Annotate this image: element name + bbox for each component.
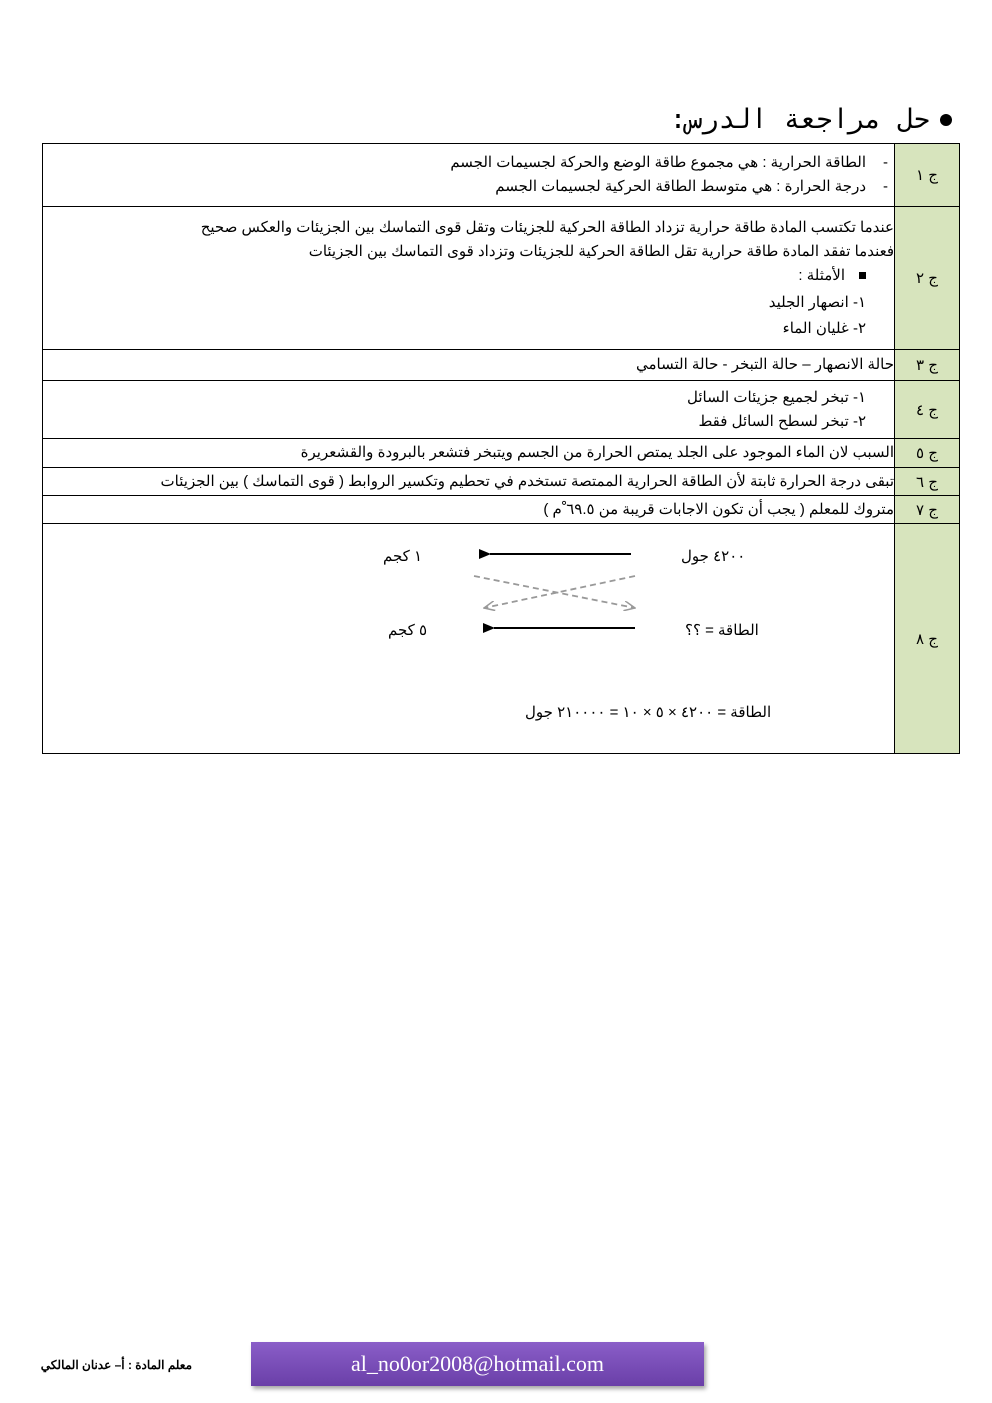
examples-heading: الأمثلة : [43, 264, 894, 288]
page-title-text: حل مراجعة الدرس: [669, 104, 930, 135]
email-text: al_no0or2008@hotmail.com [350, 1351, 605, 1376]
answer-line: فعندما تفقد المادة طاقة حرارية تقل الطاقة الحركية للجزيئات وتزداد قوى التماسك بين الجزيئات [308, 242, 894, 260]
bullet-icon [940, 114, 952, 126]
table-row [43, 439, 960, 468]
mass-2-label: ٥ كجم [388, 621, 428, 639]
list-item: ١- تبخر لجميع جزيئات السائل [687, 388, 866, 406]
question-number: ج ٥ [895, 439, 960, 468]
question-number: ج ٦ [895, 468, 960, 496]
table-row [43, 207, 960, 350]
answers-table [42, 143, 960, 754]
list-item: -الطاقة الحرارية : هي مجموع طاقة الوضع والحركة لجسيمات الجسم [450, 154, 888, 171]
answer-cell: متروك للمعلم ( يجب أن تكون الاجابات قريبة من ٦٩.٥ ْم ) [43, 496, 895, 524]
question-number: ج ١ [895, 144, 960, 207]
list-item: ٢- غليان الماء [782, 319, 866, 337]
answer-cell: السبب لان الماء الموجود على الجلد يمتص الحرارة من الجسم ويتبخر فتشعر بالبرودة والقشعريرة [43, 439, 895, 468]
answer-cell [43, 144, 895, 207]
teacher-name: معلم المادة : أ– عدنان المالكي [40, 1358, 192, 1372]
table-row [43, 496, 960, 524]
answer-cell: تبقى درجة الحرارة ثابتة لأن الطاقة الحرارية الممتصة تستخدم في تحطيم وتكسير الروابط ( قوى التماسك ) بين الجزيئات [43, 468, 895, 496]
question-number: ج ٧ [895, 496, 960, 524]
question-number: ج ٨ [895, 524, 960, 754]
answer-cell [43, 207, 895, 350]
answer-cell [43, 381, 895, 439]
mass-1-label: ١ كجم [383, 547, 423, 565]
table-row [43, 144, 960, 207]
table-row [43, 468, 960, 496]
email-banner [251, 1342, 704, 1386]
answer-cell [43, 524, 895, 754]
energy-1-label: ٤٢٠٠ جول [681, 547, 746, 565]
square-bullet-icon [859, 272, 866, 279]
list-item: -درجة الحرارة : هي متوسط الطاقة الحركية لجسيمات الجسم [495, 178, 888, 195]
table-row [43, 350, 960, 381]
table-row [43, 381, 960, 439]
list-item: ١- انصهار الجليد [768, 293, 866, 311]
list-item: ٢- تبخر لسطح السائل فقط [698, 412, 866, 430]
answer-cell: حالة الانصهار – حالة التبخر - حالة التسامي [43, 350, 895, 381]
energy-equation: الطاقة = ٤٢٠٠ × ٥ × ١٠ = ٢١٠٠٠٠ جول [525, 703, 772, 721]
question-number: ج ٢ [895, 207, 960, 350]
answer-line: عندما تكتسب المادة طاقة حرارية تزداد الطاقة الحركية للجزيئات وتقل قوى التماسك بين الجزيئات والعكس صحيح [200, 218, 894, 236]
question-number: ج ٤ [895, 381, 960, 439]
energy-2-label: الطاقة = ؟؟ [685, 621, 759, 639]
page-title [670, 104, 952, 135]
energy-diagram [43, 528, 894, 750]
table-row [43, 524, 960, 754]
question-number: ج ٣ [895, 350, 960, 381]
